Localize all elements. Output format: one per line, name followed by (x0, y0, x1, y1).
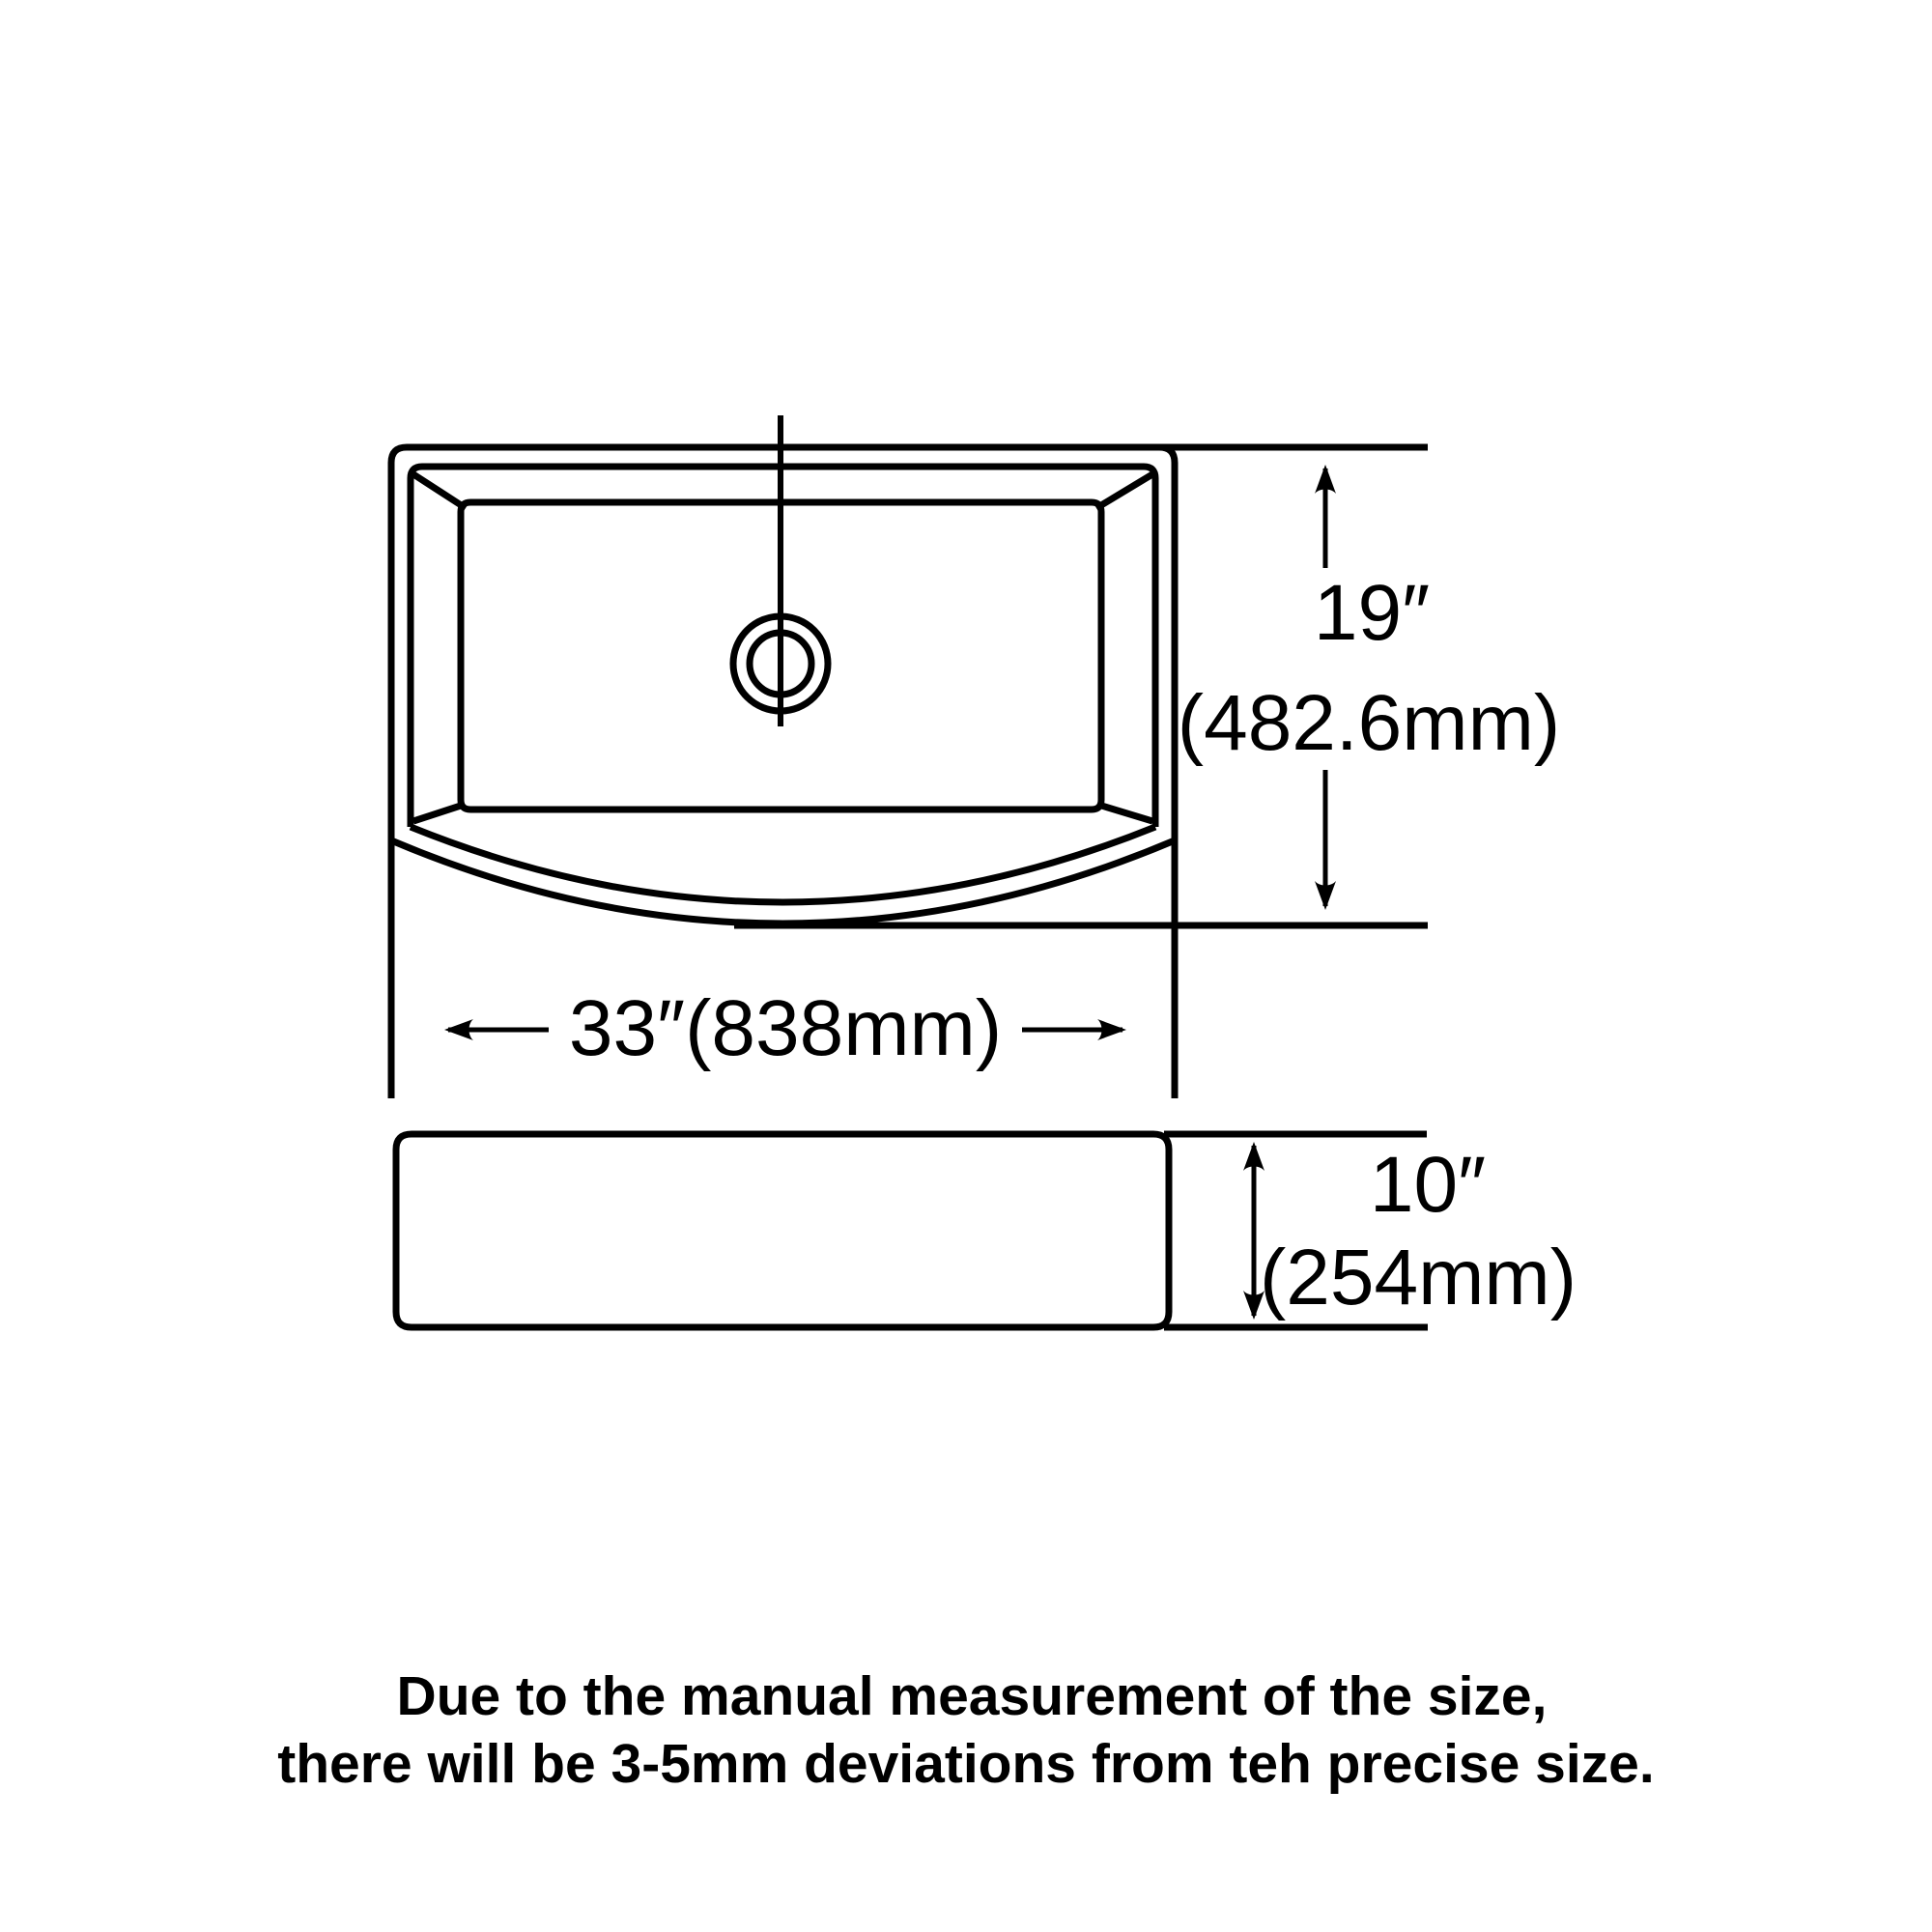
depth-dimension (734, 469, 1560, 925)
caption-line-2: there will be 3-5mm deviations from teh precise size. (277, 1733, 1655, 1795)
height-mm-label: (254mm) (1259, 1234, 1577, 1321)
corner-chamfer-top-right (1096, 474, 1152, 508)
height-dimension (1254, 1141, 1577, 1321)
outer-rim-right-edge (1159, 447, 1175, 1098)
apron-lower-curve (391, 840, 1175, 923)
caption (277, 1665, 1654, 1795)
height-inches-label: 10″ (1369, 1141, 1487, 1229)
corner-chamfer-bottom-right (1098, 805, 1152, 821)
apron-upper-curve (411, 827, 1155, 902)
corner-chamfer-bottom-left (413, 805, 464, 821)
caption-line-1: Due to the manual measurement of the size, (396, 1665, 1548, 1727)
width-dimension (448, 984, 1122, 1072)
width-dimension-label: 33″(838mm) (568, 984, 1003, 1072)
depth-mm-label: (482.6mm) (1177, 679, 1561, 767)
depth-inches-label: 19″ (1313, 569, 1431, 657)
corner-chamfer-top-left (413, 474, 466, 508)
side-view-outline (396, 1134, 1169, 1327)
